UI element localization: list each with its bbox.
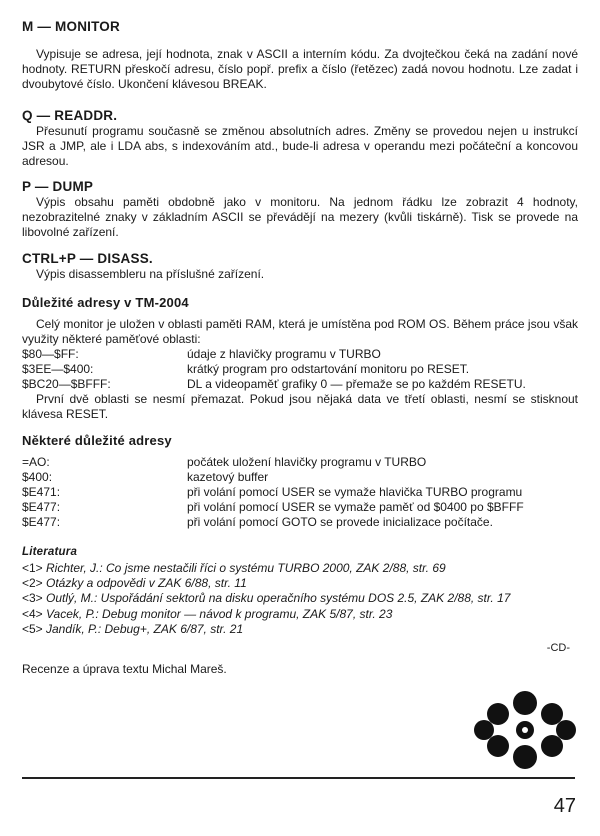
address-key: $E471: [22, 485, 61, 499]
address-row [22, 500, 578, 515]
signature: -CD- [546, 642, 570, 654]
flower-ornament-icon [470, 690, 580, 770]
address-desc: při volání pomocí USER se vymaže paměť od $0400 po $BFFF [187, 500, 524, 514]
reference-text: Otázky a odpovědi v ZAK 6/88, str. 11 [46, 576, 247, 591]
address-key: $80—$FF: [22, 347, 79, 361]
section-tm2004 [22, 294, 578, 422]
section-title: Důležité adresy v TM-2004 [22, 295, 189, 310]
section-title: P — DUMP [22, 179, 94, 194]
reference-number: <3> [22, 591, 43, 606]
address-row [22, 485, 578, 500]
footer-divider [22, 777, 575, 779]
section-important [22, 432, 578, 530]
reference-number: <5> [22, 621, 43, 636]
section-outro: První dvě oblasti se nesmí přemazat. Pokud jsou nějaká data ve třetí oblasti, nesmí se stisknout klávesa RESET. [22, 392, 578, 421]
address-key: $BC20—$BFFF: [22, 377, 111, 391]
address-row [22, 470, 578, 485]
address-row [22, 515, 578, 530]
section-text: Výpis obsahu paměti obdobně jako v monitoru. Na jednom řádku lze zobrazit 4 hodnoty, nezobrazitelné znaky v základním ASCII se převádějí na mezery (kvůli tiskárně). Tisk se provede na libovolné zařízení. [22, 195, 578, 239]
section-intro: Celý monitor je uložen v oblasti paměti RAM, která je umístěna pod ROM OS. Během práce jsou však využity některé paměťové oblasti: [22, 317, 578, 346]
reference-text: Richter, J.: Co jsme nestačili říci o systému TURBO 2000, ZAK 2/88, str. 69 [46, 561, 446, 575]
address-desc: kazetový buffer [187, 470, 269, 484]
address-desc: při volání pomocí USER se vymaže hlavička TURBO programu [187, 485, 523, 499]
page-number: 47 [553, 795, 576, 817]
section-title: Některé důležité adresy [22, 433, 172, 448]
address-key: $3EE—$400: [22, 362, 94, 376]
reference-item [22, 561, 578, 576]
section-monitor [22, 18, 578, 92]
reference-text: Outlý, M.: Uspořádání sektorů na disku operačního systému DOS 2.5, ZAK 2/88, str. 17 [46, 591, 511, 606]
address-key: $400: [22, 470, 53, 484]
reference-number: <1> [22, 561, 43, 575]
section-text: Výpis disassembleru na příslušné zařízení. [36, 267, 265, 281]
section-text: Přesunutí programu současně se změnou absolutních adres. Změny se provedou nejen u instrukcí JSR a JMP, ale i LDA abs, s indexováním atd., bude-li adresa v operandu mezi počáteční a koncovou adresou. [22, 124, 578, 168]
reference-text: Vacek, P.: Debug monitor — návod k programu, ZAK 5/87, str. 23 [46, 606, 393, 621]
credit-text: Recenze a úprava textu Michal Mareš. [22, 662, 227, 676]
address-row [22, 455, 578, 470]
section-disass [22, 250, 578, 282]
address-key: =AO: [22, 455, 50, 469]
section-literature [22, 544, 578, 637]
address-key: $E477: [22, 515, 61, 529]
reference-number: <2> [22, 576, 43, 591]
reference-text: Jandík, P.: Debug+, ZAK 6/87, str. 21 [46, 621, 244, 636]
reference-item [22, 576, 578, 591]
section-title: CTRL+P — DISASS. [22, 251, 153, 266]
address-desc: počátek uložení hlavičky programu v TURBO [187, 455, 427, 469]
address-row [22, 362, 578, 377]
reference-item [22, 607, 578, 622]
section-title: Literatura [22, 546, 78, 558]
section-readdr [22, 107, 578, 169]
reference-item [22, 622, 578, 637]
address-row [22, 377, 578, 392]
address-row [22, 347, 578, 362]
section-dump [22, 178, 578, 240]
address-key: $E477: [22, 500, 61, 514]
address-desc: při volání pomocí GOTO se provede inicializace počítače. [187, 515, 493, 529]
reference-number: <4> [22, 606, 43, 621]
section-text: Vypisuje se adresa, její hodnota, znak v ASCII a interním kódu. Za dvojtečkou čeká na zadání nové hodnoty. RETURN přeskočí adresu, číslo popř. prefix a číslo (řetězec) zadá novou hodnotu. Lze zadat i dvoubytové číslo. Ukončení klávesou BREAK. [22, 47, 578, 91]
reference-item [22, 591, 578, 606]
address-desc: krátký program pro odstartování monitoru po RESET. [187, 362, 470, 376]
section-title: Q — READDR. [22, 108, 118, 123]
section-title: M — MONITOR [22, 19, 120, 34]
credit [22, 662, 578, 677]
address-desc: DL a videopaměť grafiky 0 — přemaže se po každém RESETU. [187, 377, 526, 391]
address-desc: údaje z hlavičky programu v TURBO [187, 347, 381, 361]
